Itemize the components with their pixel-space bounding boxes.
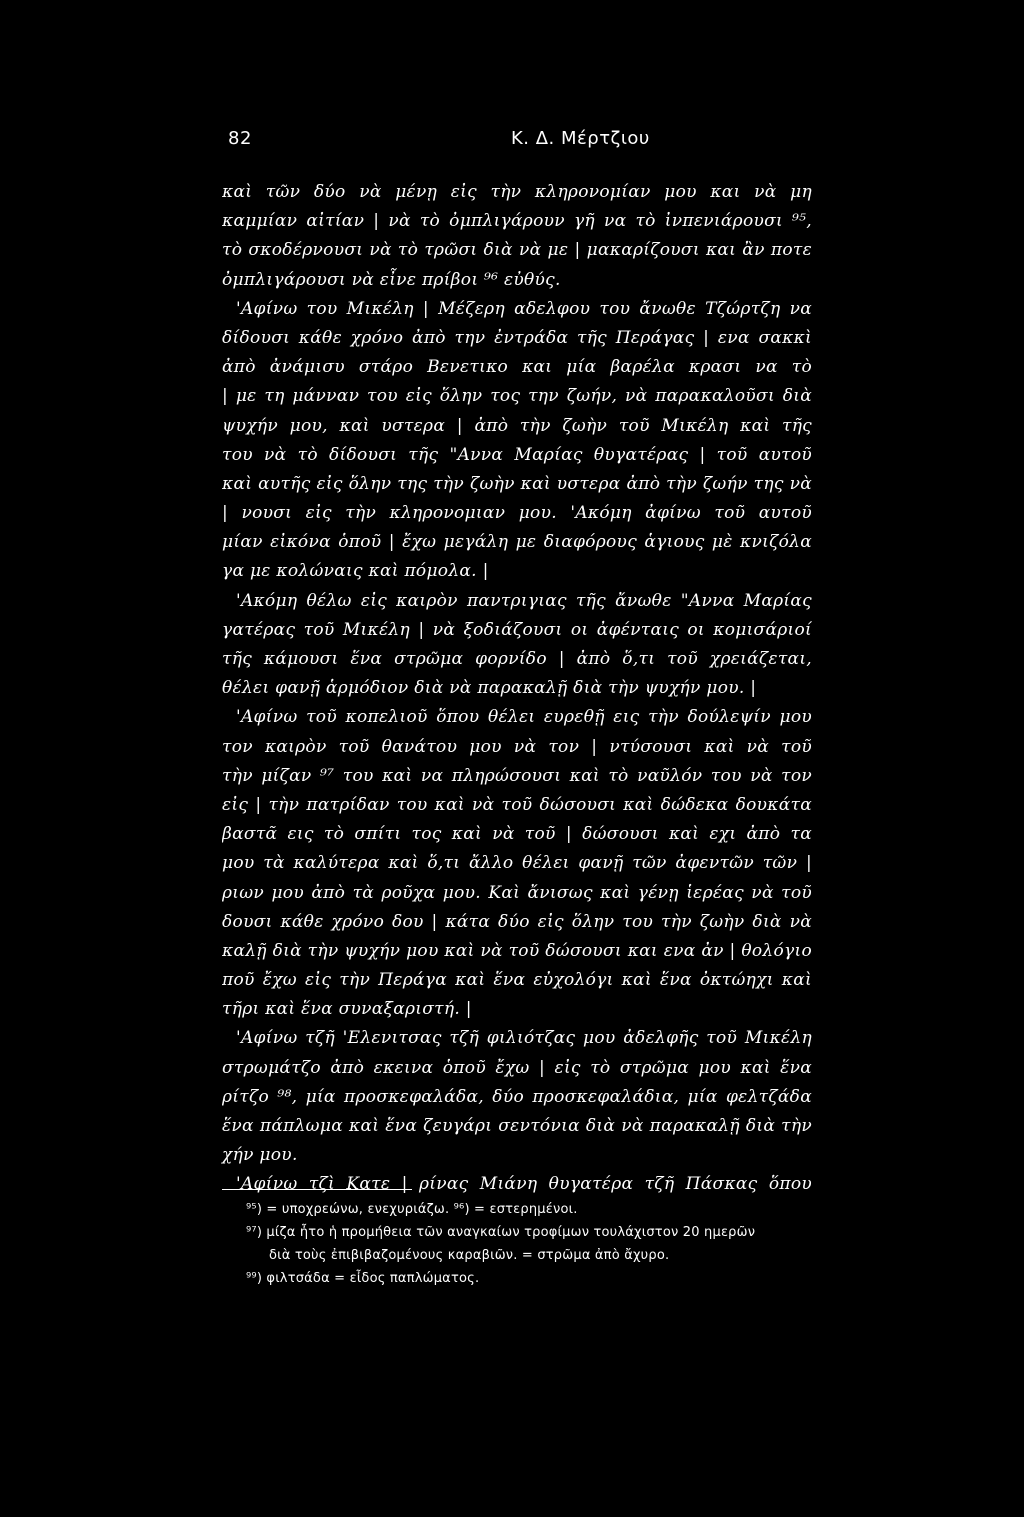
body-line: δουσι κάθε χρόνο δου | κάτα δύο εἰς ὅλην του τὴν ζωὴν διὰ νὰ (222, 911, 812, 932)
body-line: στρωμάτζο ἀπὸ εκεινα ὁποῦ ἔχω | εἰς τὸ στρῶμα μου καὶ ἕνα (222, 1057, 812, 1078)
footnote-line: ⁹⁷) μίζα ἦτο ἡ προμήθεια τῶν αναγκαίων τροφίμων τουλάχιστον 20 ημερῶν (246, 1225, 756, 1240)
body-line: 'Αφίνω τζῆ 'Ελενιτσας τζῆ φιλιότζας μου ἀδελφῆς τοῦ Μικέλη (236, 1028, 812, 1049)
body-text (222, 178, 812, 1200)
footnote-line: ⁹⁵) = υποχρεώνω, ενεχυριάζω. ⁹⁶) = εστερημένοι. (246, 1202, 578, 1217)
body-line: ψυχήν μου, καὶ υστερα | ἀπὸ τὴν ζωὴν τοῦ Μικέλη καὶ τῆς (222, 415, 812, 436)
body-line: ὀμπλιγάρουσι νὰ εἶνε πρίβοι ⁹⁶ εὐθύς. (222, 269, 561, 290)
page-header (228, 128, 688, 158)
body-line: μου τὰ καλύτερα καὶ ὅ,τι ἄλλο θέλει φανῇ τῶν ἀφεντῶν τῶν | (222, 853, 812, 874)
body-line: εἰς | τὴν πατρίδαν του καὶ νὰ τοῦ δώσουσι καὶ δώδεκα δουκάτα (222, 794, 812, 815)
page-number: 82 (228, 128, 252, 149)
body-line: ρίτζο ⁹⁸, μία προσκεφαλάδα, δύο προσκεφαλάδια, μία φελτζάδα (222, 1086, 812, 1107)
body-line: ριων μου ἀπὸ τὰ ροῦχα μου. Καὶ ἄνισως καὶ γένῃ ἱερέας νὰ τοῦ (222, 882, 812, 903)
body-line: ἕνα πάπλωμα καὶ ἕνα ζευγάρι σεντόνια διὰ νὰ παρακαλῇ διὰ τὴν (222, 1116, 812, 1136)
body-line: γατέρας τοῦ Μικέλη | νὰ ξοδιάζουσι οι ἀφένταις οι κομισάριοί (222, 619, 812, 640)
body-line: | νουσι εἰς τὴν κληρονομιαν μου. 'Ακόμη ἀφίνω τοῦ αυτοῦ (222, 503, 812, 524)
body-line: θέλει φανῇ ἁρμόδιον διὰ νὰ παρακαλῇ διὰ τὴν ψυχήν μου. | (222, 678, 757, 699)
body-line: | με τη μάνναν του εἰς ὅλην τος την ζωήν, νὰ παρακαλοῦσι διὰ (222, 386, 812, 407)
body-line: τὴν μίζαν ⁹⁷ του καὶ να πληρώσουσι καὶ τὸ ναῦλόν του νὰ τον (222, 765, 812, 786)
footnote-line: διὰ τοὺς ἐπιβιβαζομένους καραβιῶν. = στρῶμα ἀπὸ ἄχυρο. (269, 1248, 670, 1263)
body-line: ποῦ ἔχω εἰς τὴν Περάγα καὶ ἕνα εὐχολόγι καὶ ἕνα ὀκτώηχι καὶ (222, 970, 812, 991)
body-line: 'Αφίνω τζὶ Κατε | ρίνας Μιάνη θυγατέρα τζῆ Πάσκας ὅπου (236, 1174, 812, 1195)
body-line: τον καιρὸν τοῦ θανάτου μου νὰ τον | ντύσουσι καὶ νὰ τοῦ (222, 736, 812, 757)
body-line: καλῇ διὰ τὴν ψυχήν μου καὶ νὰ τοῦ δώσουσι και ενα ἀν | θολόγιο (222, 940, 812, 961)
body-line: τῆρι καὶ ἕνα συναξαριστή. | (222, 999, 472, 1020)
body-line: δίδουσι κάθε χρόνο ἀπὸ την ἐντράδα τῆς Περάγας | ενα σακκὶ (222, 327, 812, 348)
body-line: του νὰ τὸ δίδουσι τῆς "Αννα Μαρίας θυγατέρας | τοῦ αυτοῦ (222, 444, 812, 465)
body-line: 'Αφίνω του Μικέλη | Μέζερη αδελφου του ἄνωθε Τζώρτζη να (236, 298, 812, 319)
body-line: καμμίαν αἰτίαν | νὰ τὸ ὀμπλιγάρουν γῆ να τὸ ἰνπενιάρουσι ⁹⁵, (222, 211, 812, 232)
body-line: μίαν εἰκόνα ὁποῦ | ἔχω μεγάλη με διαφόρους ἁγιους μὲ κνιζόλα (222, 532, 812, 553)
footnotes (246, 1198, 846, 1290)
body-line: 'Αφίνω τοῦ κοπελιοῦ ὅπου θέλει ευρεθῇ εις τὴν δούλεψίν μου (236, 707, 812, 728)
body-line: καὶ τῶν δύο νὰ μένῃ εἰς τὴν κληρονομίαν μου και νὰ μη (222, 182, 812, 202)
body-line: τῆς κάμουσι ἕνα στρῶμα φορνίδο | ἀπὸ ὅ,τι τοῦ χρειάζεται, (222, 649, 812, 669)
body-line: χήν μου. (222, 1145, 298, 1166)
body-line: καὶ αυτῆς εἰς ὅλην της τὴν ζωὴν καὶ υστερα ἀπὸ τὴν ζωήν της νὰ (222, 473, 812, 494)
body-line: τὸ σκοδέρνουσι νὰ τὸ τρῶσι διὰ νὰ με | μακαρίζουσι και ἂν ποτε (222, 240, 812, 261)
body-line: γα με κολώναις καὶ πόμολα. | (222, 561, 489, 582)
footnote-line: ⁹⁹) φιλτσάδα = εἶδος παπλώματος. (246, 1271, 480, 1286)
footnote-divider (222, 1189, 412, 1190)
body-line: 'Ακόμη θέλω εἰς καιρὸν παντριγιας τῆς ἄνωθε "Αννα Μαρίας (236, 590, 812, 611)
running-head: Κ. Δ. Μέρτζιου (511, 128, 650, 149)
body-line: βαστᾶ εις τὸ σπίτι τος καὶ νὰ τοῦ | δώσουσι καὶ εχι ἀπὸ τα (222, 824, 812, 845)
body-line: ἀπὸ ἀνάμισυ στάρο Βενετικο και μία βαρέλα κρασι να τὸ (222, 357, 812, 378)
